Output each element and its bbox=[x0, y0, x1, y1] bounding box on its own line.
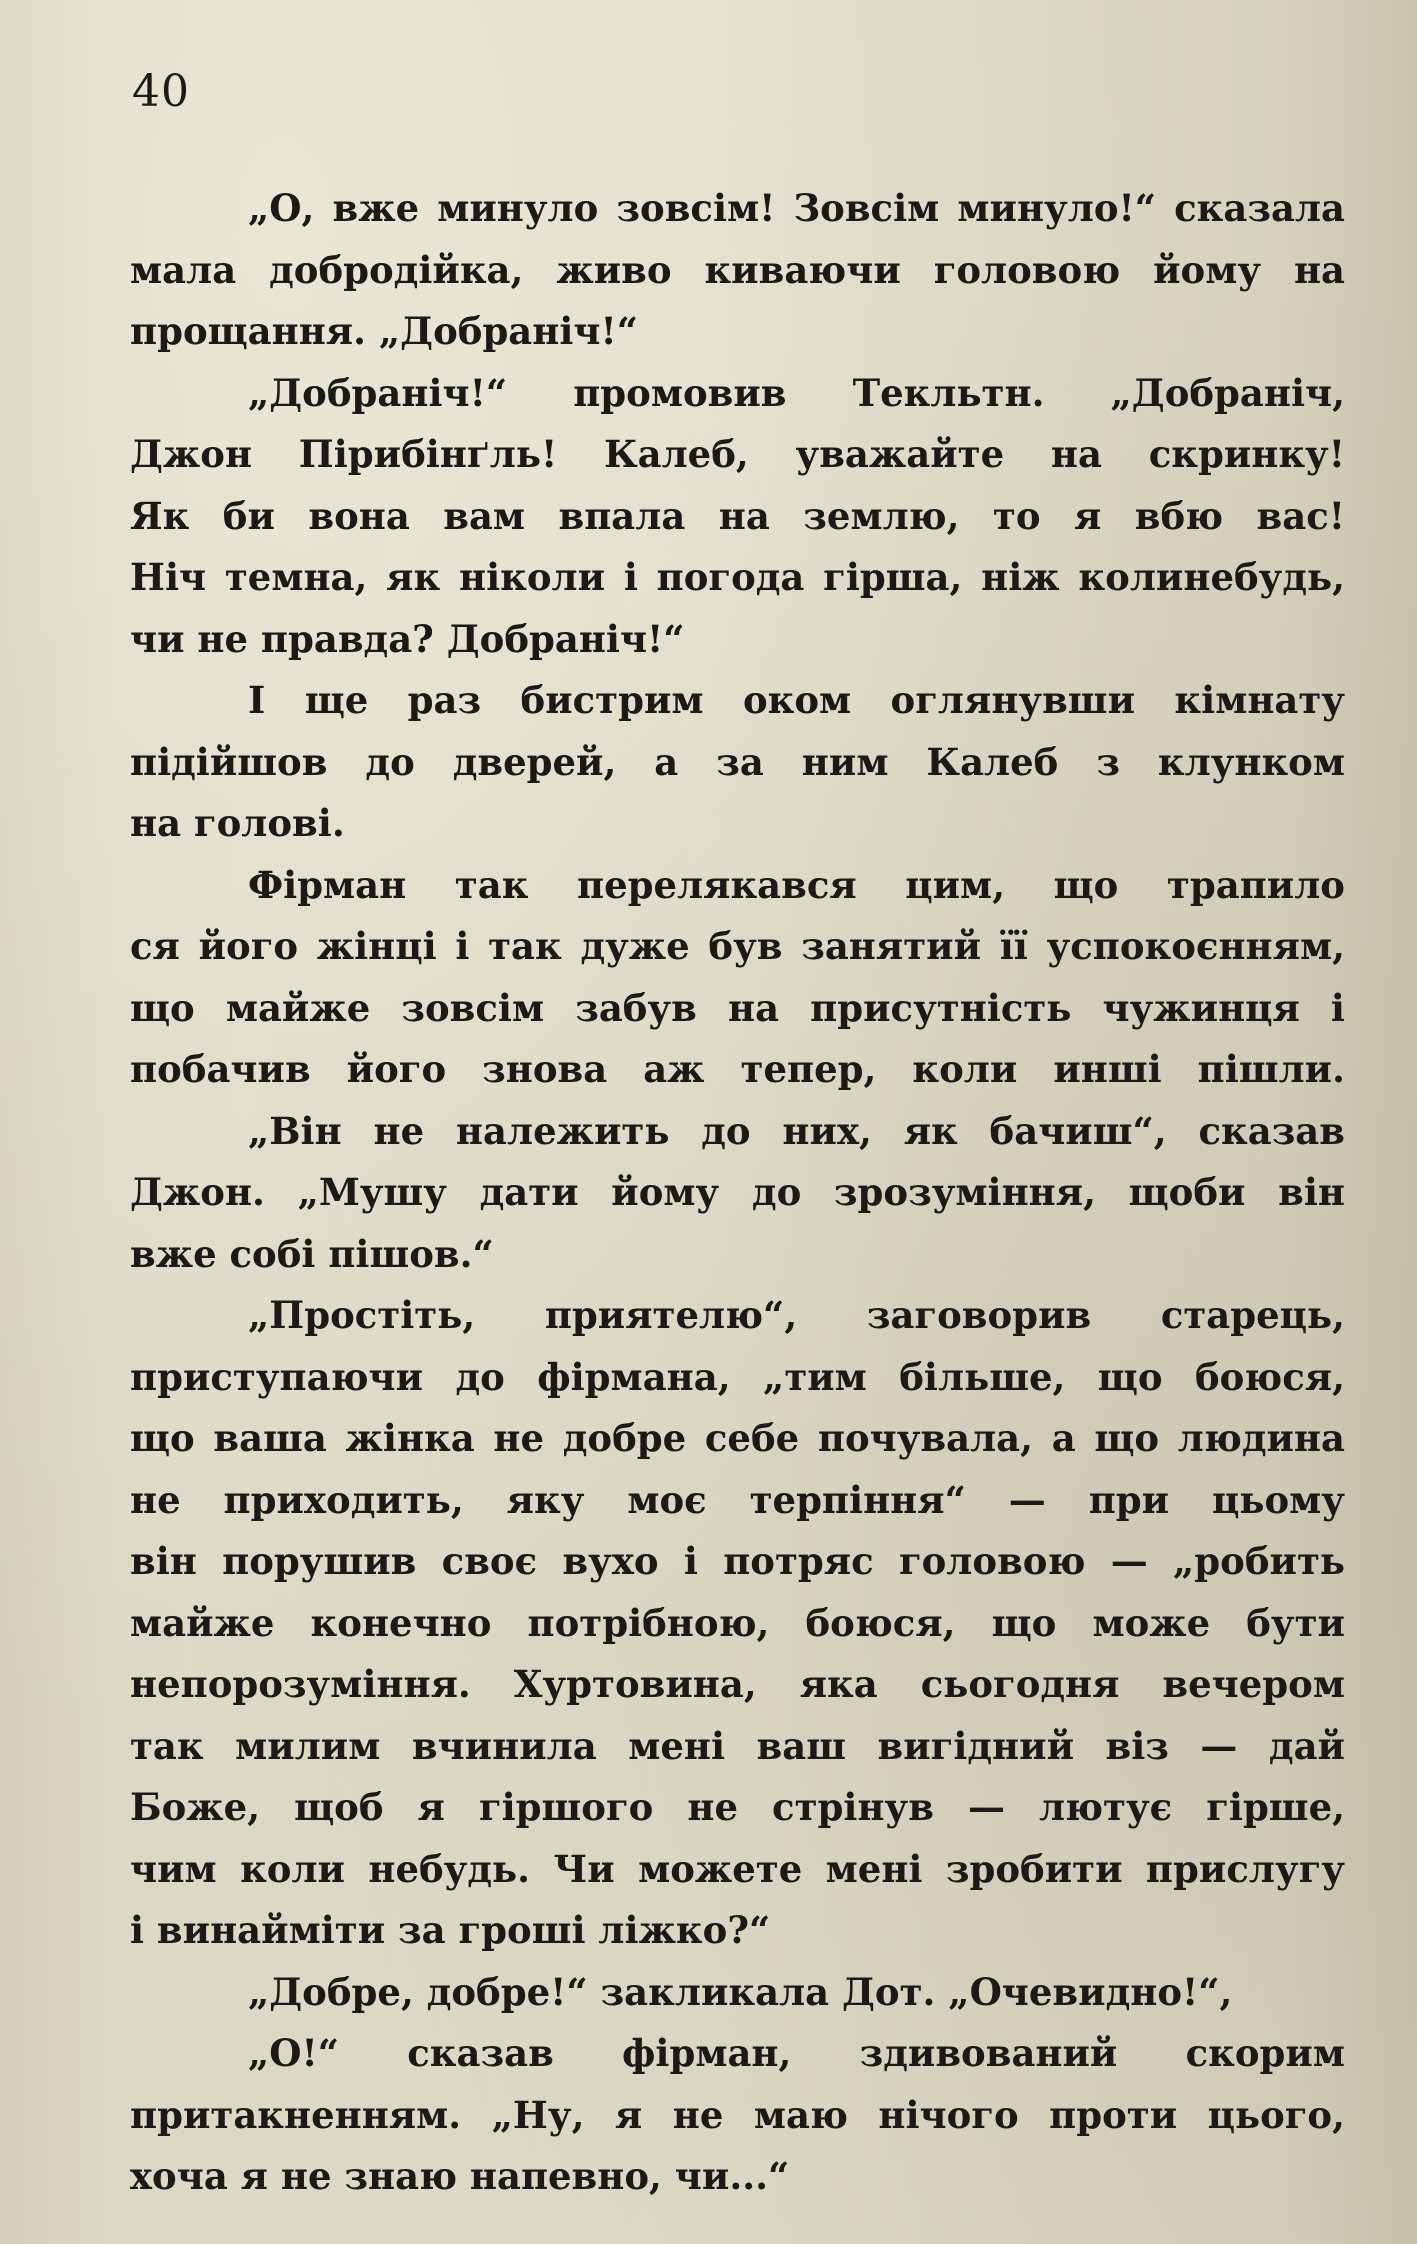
text-line: він порушив своє вухо і потряс головою — „робить bbox=[130, 1539, 1345, 1583]
text-line: хоча я не знаю напевно, чи...“ bbox=[130, 2154, 790, 2198]
text-line: на голові. bbox=[130, 801, 345, 845]
page-number: 40 bbox=[132, 66, 190, 117]
text-line: не приходить, яку моє терпіння“ — при цьому bbox=[130, 1477, 1345, 1522]
text-line: ся його жінці і так дуже був занятий її успокоєнням, bbox=[130, 924, 1345, 968]
text-line: Боже, щоб я гіршого не стрінув — лютує гірше, bbox=[130, 1785, 1345, 1829]
text-line: так милим вчинила мені ваш вигідний віз — дай bbox=[130, 1723, 1345, 1768]
text-line: майже конечно потрібною, боюся, що може бути bbox=[130, 1600, 1345, 1645]
text-line: „Добраніч!“ промовив Текльтн. „Добраніч, bbox=[248, 370, 1345, 415]
text-line: чим коли небудь. Чи можете мені зробити прислугу bbox=[130, 1846, 1345, 1891]
text-line: притакненням. „Ну, я не маю нічого проти цього, bbox=[130, 2092, 1345, 2137]
text-line: підійшов до дверей, а за ним Калеб з клунком bbox=[130, 739, 1345, 784]
text-line: і винайміти за гроші ліжко?“ bbox=[130, 1908, 771, 1952]
text-line: Джон Пірибінґль! Калеб, уважайте на скринку! bbox=[130, 432, 1345, 476]
text-line: що майже зовсім забув на присутність чужинця і bbox=[130, 985, 1345, 1030]
text-line: чи не правда? Добраніч!“ bbox=[130, 616, 685, 661]
text-line: Джон. „Мушу дати йому до зрозуміння, щоби він bbox=[130, 1170, 1345, 1214]
text-line: „О, вже минуло зовсім! Зовсім минуло!“ сказала bbox=[248, 186, 1345, 230]
text-line: побачив його знова аж тепер, коли инші пішли. bbox=[130, 1047, 1345, 1091]
text-line: прощання. „Добраніч!“ bbox=[130, 309, 639, 353]
text-line: приступаючи до фірмана, „тим більше, що боюся, bbox=[130, 1354, 1345, 1399]
text-line: непорозуміння. Хуртовина, яка сьогодня вечером bbox=[130, 1662, 1345, 1706]
text-line: „Добре, добре!“ закликала Дот. „Очевидно!“, bbox=[248, 1969, 1233, 2014]
text-line: І ще раз бистрим оком оглянувши кімнату bbox=[248, 678, 1345, 722]
text-line: Фірман так перелякався цим, що трапило bbox=[248, 862, 1345, 907]
text-line: Як би вона вам впала на землю, то я вбю вас! bbox=[130, 493, 1345, 538]
text-line: вже собі пішов.“ bbox=[130, 1231, 494, 1276]
text-line: „О!“ сказав фірман, здивований скорим bbox=[248, 2031, 1345, 2075]
text-line: мала добродійка, живо киваючи головою йому на bbox=[130, 247, 1345, 292]
text-line: „Простіть, приятелю“, заговорив старець, bbox=[248, 1293, 1345, 1337]
text-line: що ваша жінка не добре себе почувала, а що людина bbox=[130, 1416, 1345, 1460]
body-text bbox=[130, 178, 1345, 2208]
text-line: Ніч темна, як ніколи і погода гірша, ніж колинебудь, bbox=[130, 555, 1345, 599]
text-line: „Він не належить до них, як бачиш“, сказав bbox=[248, 1108, 1345, 1153]
